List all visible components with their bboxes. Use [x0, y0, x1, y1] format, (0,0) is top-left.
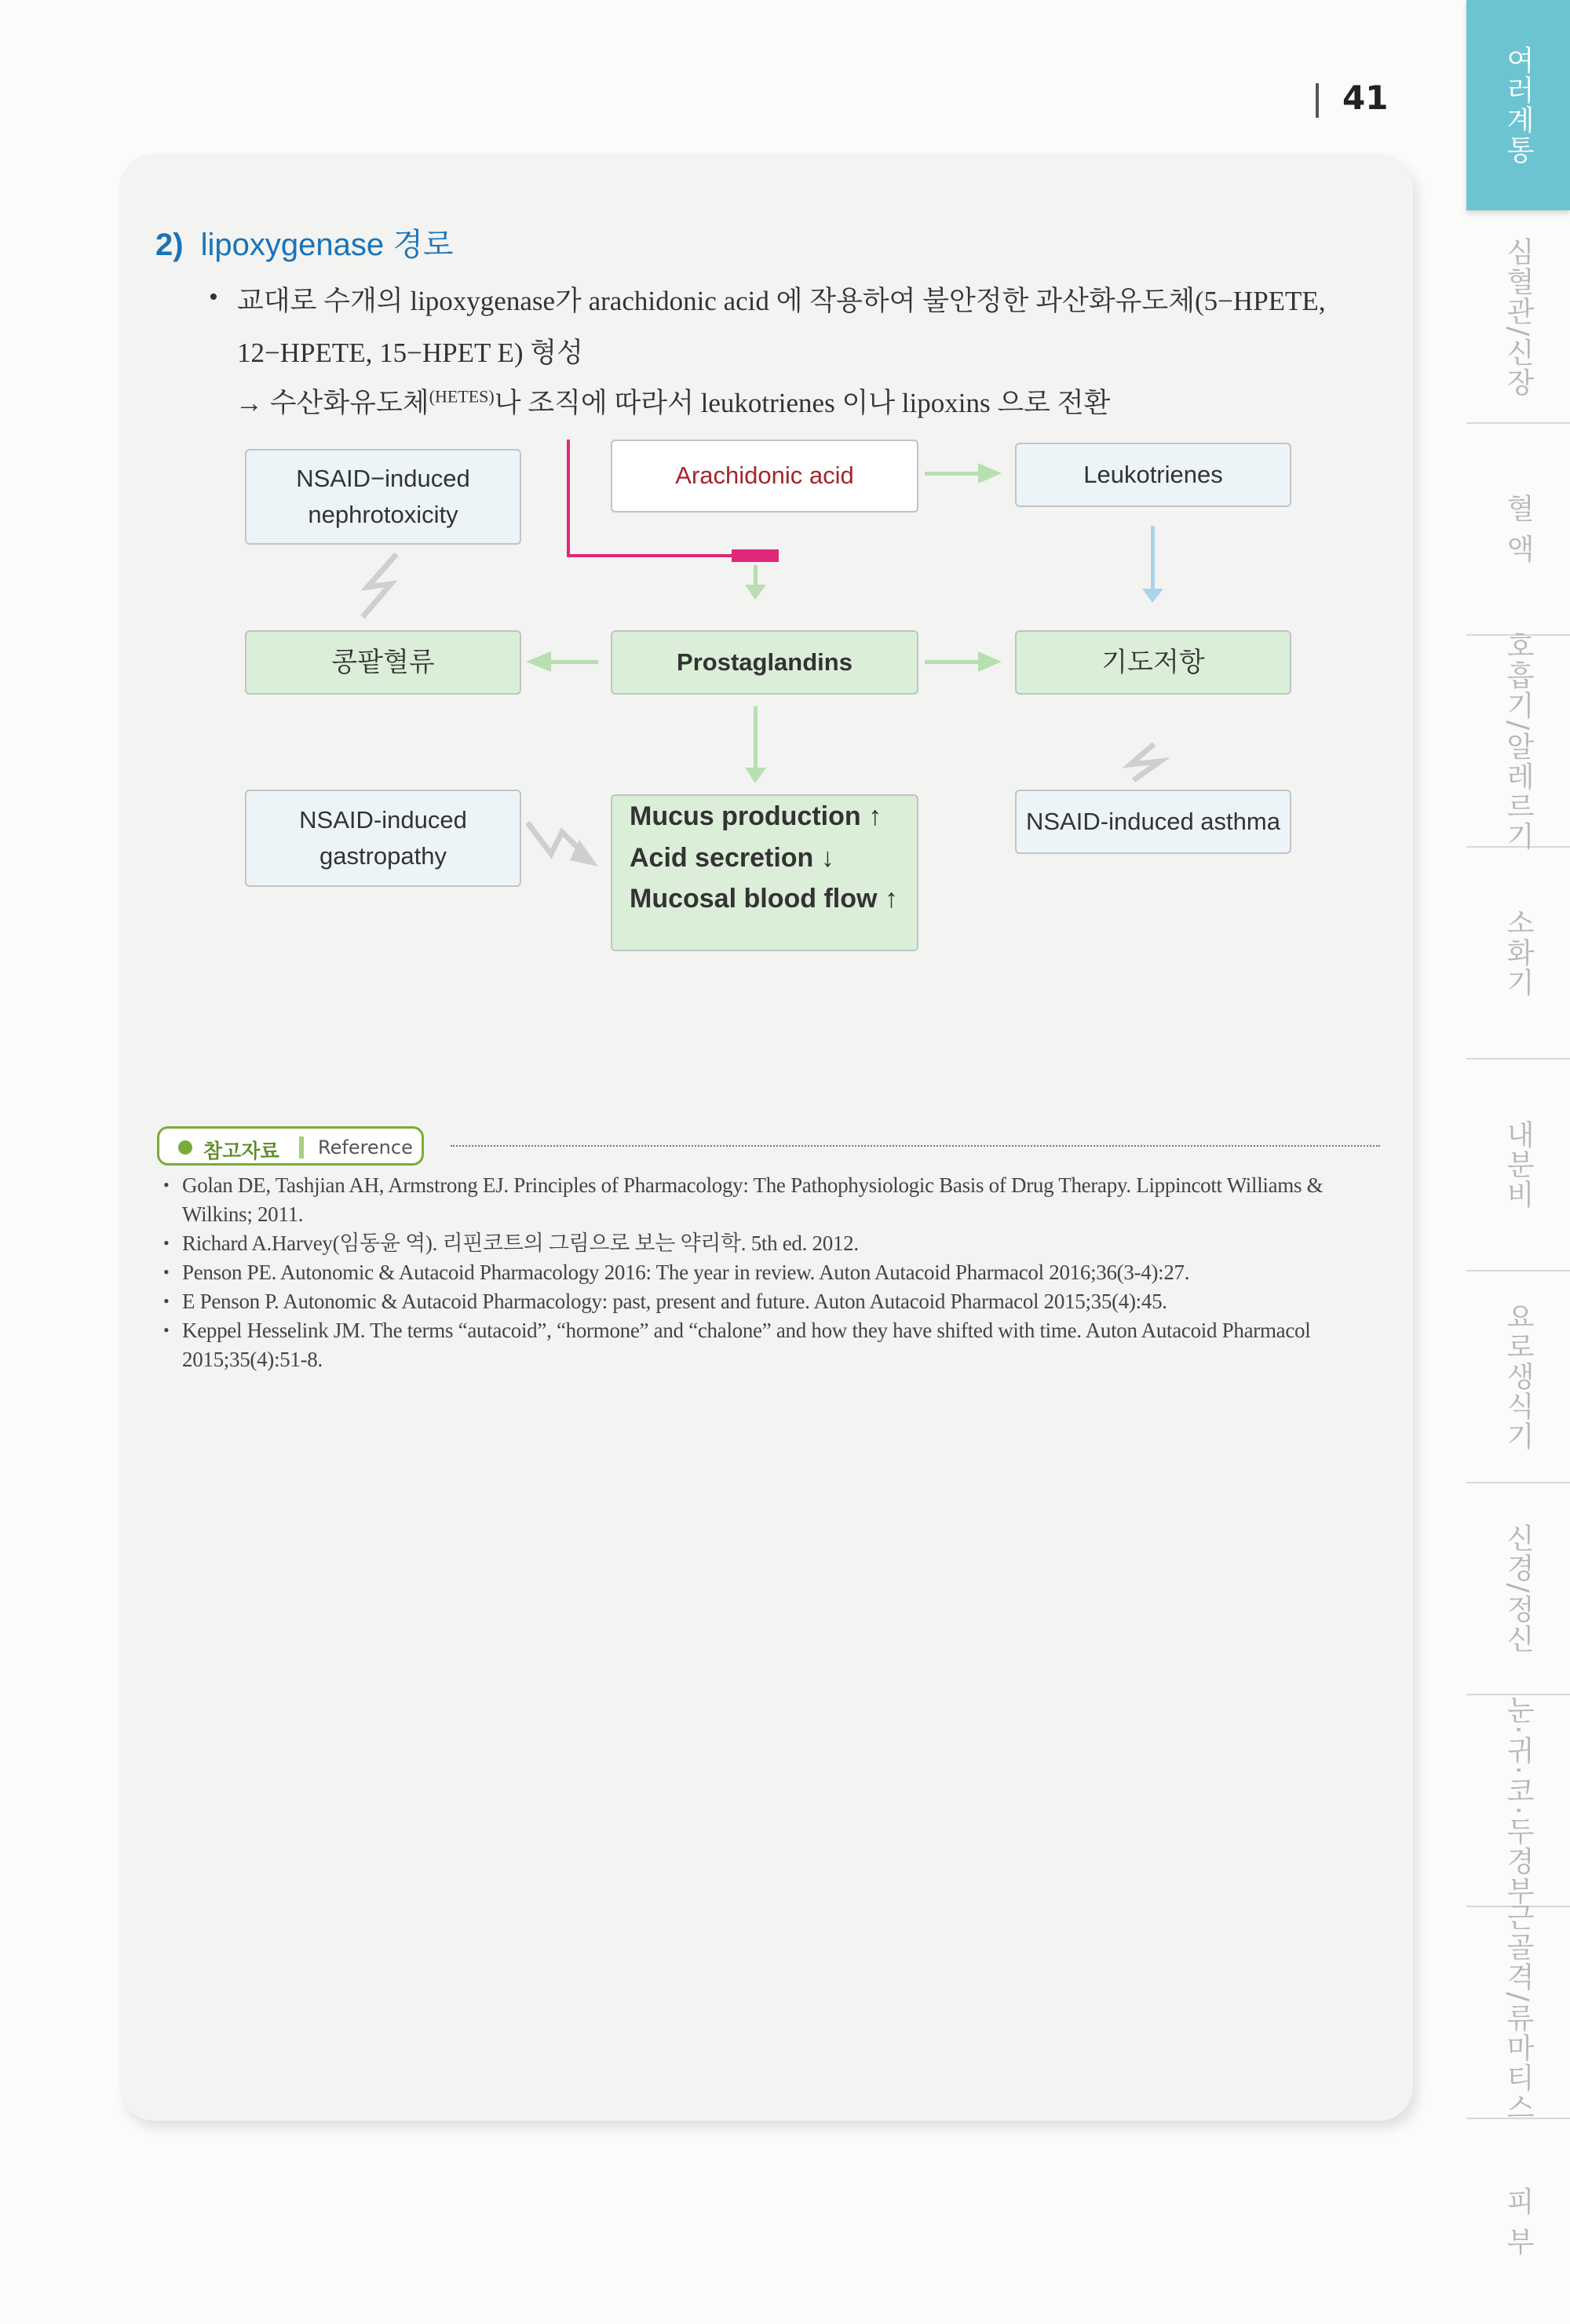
node-kidney-blood-flow: 콩팥혈류	[245, 630, 521, 695]
node-nephrotoxicity: NSAID−induced nephrotoxicity	[245, 449, 521, 545]
node-prostaglandins: Prostaglandins	[611, 630, 918, 695]
arrow-prostaglandins-to-kidney	[526, 651, 598, 672]
tab-endocrine[interactable]: 내분비	[1466, 1060, 1570, 1271]
arrow-line-pre: → 수산화유도체	[236, 388, 429, 418]
arrow-line-post: 나 조직에 따라서 leukotrienes 이나 lipoxins 으로 전환	[494, 388, 1111, 418]
inhibition-bar	[732, 549, 779, 562]
node-arachidonic-acid: Arachidonic acid	[611, 440, 918, 513]
reference-separator	[299, 1136, 304, 1158]
tab-cardio-renal[interactable]: 심혈관/신장	[1466, 212, 1570, 424]
side-index-tabs	[1466, 0, 1570, 2324]
tab-blood[interactable]: 혈 액	[1466, 424, 1570, 636]
reference-badge	[157, 1126, 424, 1166]
tab-multisystem[interactable]: 여러계통	[1466, 0, 1570, 210]
reference-label-en: Reference	[318, 1136, 413, 1158]
tab-musculoskeletal[interactable]: 근골격/류마티스	[1466, 1907, 1570, 2119]
body-line-1: 교대로 수개의 lipoxygenase가 arachidonic acid 에 작용하여 불안정한 과산화유도체(5−HPETE,	[237, 286, 1326, 316]
arrow-arachidonic-to-prostaglandins	[745, 565, 766, 600]
tab-respiratory-allergy[interactable]: 호흡기/알레르기	[1466, 636, 1570, 848]
jagged-arrow-nephro	[363, 554, 396, 617]
reference-item: • Penson PE. Autonomic & Autacoid Pharmacology 2016: The year in review. Auton Autacoid Pharmacol 2016;36(3-4):27.	[165, 1258, 1386, 1287]
reference-dot-icon	[178, 1140, 192, 1155]
reference-label-ko: 참고자료	[203, 1140, 279, 1162]
reference-list	[165, 1171, 1386, 1374]
reference-item: • E Penson P. Autonomic & Autacoid Pharmacology: past, present and future. Auton Autacoid Pharmacol 2015;35(4):45.	[165, 1287, 1386, 1316]
reference-item: • Golan DE, Tashjian AH, Armstrong EJ. Principles of Pharmacology: The Pathophysiologic Basis of Drug Therapy. Lippincott Williams & Wilkins; 2011.	[165, 1171, 1386, 1229]
effect-blood-flow: Mucosal blood flow ↑	[630, 884, 898, 914]
tab-neuro-psych[interactable]: 신경/정신	[1466, 1483, 1570, 1695]
effect-mucus: Mucus production ↑	[630, 801, 882, 831]
section-number: 2)	[155, 228, 184, 262]
node-mucosal-effects	[611, 794, 918, 951]
body-line-2: 12−HPETE, 15−HPET E) 형성	[237, 337, 583, 368]
section-title: lipoxygenase 경로	[200, 228, 454, 262]
page-number: 41	[1342, 78, 1389, 117]
tab-skin[interactable]: 피 부	[1502, 2186, 1535, 2257]
hetes-superscript: (HETES)	[429, 386, 495, 407]
node-leukotrienes: Leukotrienes	[1015, 443, 1291, 507]
jagged-arrow-asthma	[1130, 744, 1160, 780]
node-gastropathy: NSAID-induced gastropathy	[245, 790, 521, 887]
tab-eye-ear-nose[interactable]: 눈·귀·코·두경부	[1466, 1695, 1570, 1907]
reference-dotted-rule	[451, 1145, 1380, 1147]
node-airway-resistance: 기도저항	[1015, 630, 1291, 695]
arrow-prostaglandins-to-effects	[745, 706, 766, 783]
tab-urogenital[interactable]: 요로생식기	[1466, 1271, 1570, 1483]
arrow-arachidonic-to-leukotrienes	[925, 463, 1002, 483]
effect-acid: Acid secretion ↓	[630, 842, 834, 873]
reference-item: • Keppel Hesselink JM. The terms “autacoid”, “hormone” and “chalone” and how they have shifted with time. Auton Autacoid Pharmacol 2015;35(4):51-8.	[165, 1316, 1386, 1374]
arrow-prostaglandins-to-airway	[925, 651, 1002, 672]
reference-item: • Richard A.Harvey(임동윤 역). 리핀코트의 그림으로 보는 약리학. 5th ed. 2012.	[165, 1229, 1386, 1258]
bullet-dot: •	[209, 283, 218, 312]
node-nsaid-asthma: NSAID-induced asthma	[1015, 790, 1291, 854]
tab-digestive[interactable]: 소화기	[1466, 848, 1570, 1060]
arrow-leukotrienes-to-airway	[1142, 526, 1163, 603]
